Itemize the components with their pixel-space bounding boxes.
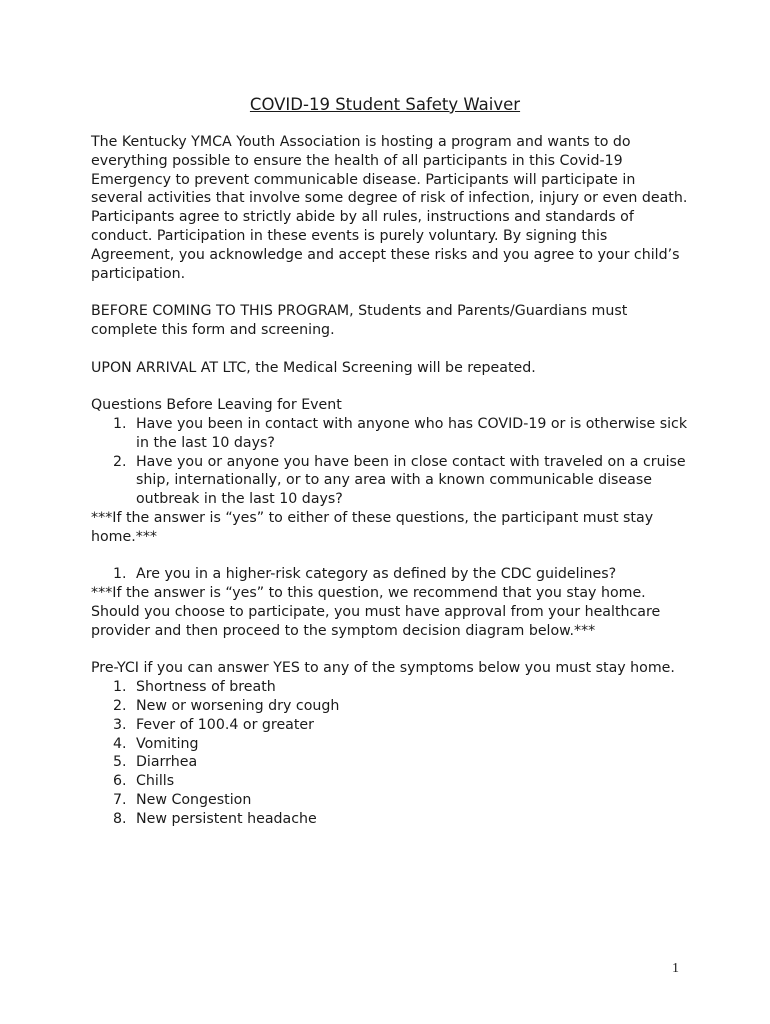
stay-home-note: ***If the answer is “yes” to either of these questions, the participant must stay home.***	[91, 509, 654, 545]
list-text: Are you in a higher-risk category as defined by the CDC guidelines?	[136, 566, 617, 583]
list-number: 7.	[113, 791, 127, 808]
document-title: COVID-19 Student Safety Waiver	[249, 95, 521, 114]
list-number: 2.	[113, 697, 127, 714]
list-item	[91, 753, 691, 772]
list-item	[91, 453, 691, 509]
questions-list	[91, 415, 691, 509]
questions-heading: Questions Before Leaving for Event	[91, 397, 342, 414]
list-item	[91, 716, 691, 735]
list-text: Chills	[136, 773, 175, 790]
list-text: Fever of 100.4 or greater	[136, 716, 314, 733]
list-text: Have you or anyone you have been in close contact with traveled on a cruise ship, internationally, or to any area with a known communicable disease outbreak in the last 10 days?	[136, 453, 686, 508]
risk-note: ***If the answer is “yes” to this question, we recommend that you stay home. Should you choose to participate, you must have approval from your healthcare provider and then proceed to the symptom decision diagram below.***	[91, 585, 661, 639]
list-item	[91, 735, 691, 754]
list-number: 1.	[113, 415, 127, 432]
list-item	[91, 565, 691, 584]
list-number: 2.	[113, 453, 127, 470]
list-text: Diarrhea	[136, 754, 198, 771]
list-number: 1.	[113, 566, 127, 583]
list-item	[91, 772, 691, 791]
symptoms-list	[91, 678, 691, 828]
symptoms-intro: Pre-YCI if you can answer YES to any of the symptoms below you must stay home.	[91, 660, 675, 677]
list-number: 8.	[113, 810, 127, 827]
list-text: New Congestion	[136, 791, 252, 808]
list-number: 1.	[113, 679, 127, 696]
upon-arrival-paragraph: UPON ARRIVAL AT LTC, the Medical Screening will be repeated.	[91, 359, 536, 376]
list-text: Vomiting	[136, 735, 199, 752]
list-item	[91, 791, 691, 810]
page-number: 1	[672, 961, 679, 976]
list-number: 5.	[113, 754, 127, 771]
document-body	[91, 133, 691, 828]
intro-paragraph: The Kentucky YMCA Youth Association is hosting a program and wants to do everything possible to ensure the health of all participants in this Covid-19 Emergency to prevent communicable disease. Participants will participate in several activities that involve some degree of risk of infection, injury or even death. Participants agree to strictly abide by all rules, instructions and standards of conduct. Participation in these events is purely voluntary. By signing this Agreement, you acknowledge and accept these risks and you agree to your child’s participation.	[91, 134, 688, 282]
list-item	[91, 678, 691, 697]
list-number: 3.	[113, 716, 127, 733]
list-text: Shortness of breath	[136, 679, 276, 696]
risk-question-list	[91, 565, 691, 584]
before-coming-paragraph: BEFORE COMING TO THIS PROGRAM, Students and Parents/Guardians must complete this form and screening.	[91, 303, 628, 338]
list-item	[91, 415, 691, 453]
list-text: New or worsening dry cough	[136, 697, 340, 714]
list-number: 4.	[113, 735, 127, 752]
list-text: New persistent headache	[136, 810, 317, 827]
list-item	[91, 697, 691, 716]
list-text: Have you been in contact with anyone who has COVID-19 or is otherwise sick in the last 10 days?	[136, 415, 688, 451]
list-number: 6.	[113, 773, 127, 790]
list-item	[91, 810, 691, 829]
